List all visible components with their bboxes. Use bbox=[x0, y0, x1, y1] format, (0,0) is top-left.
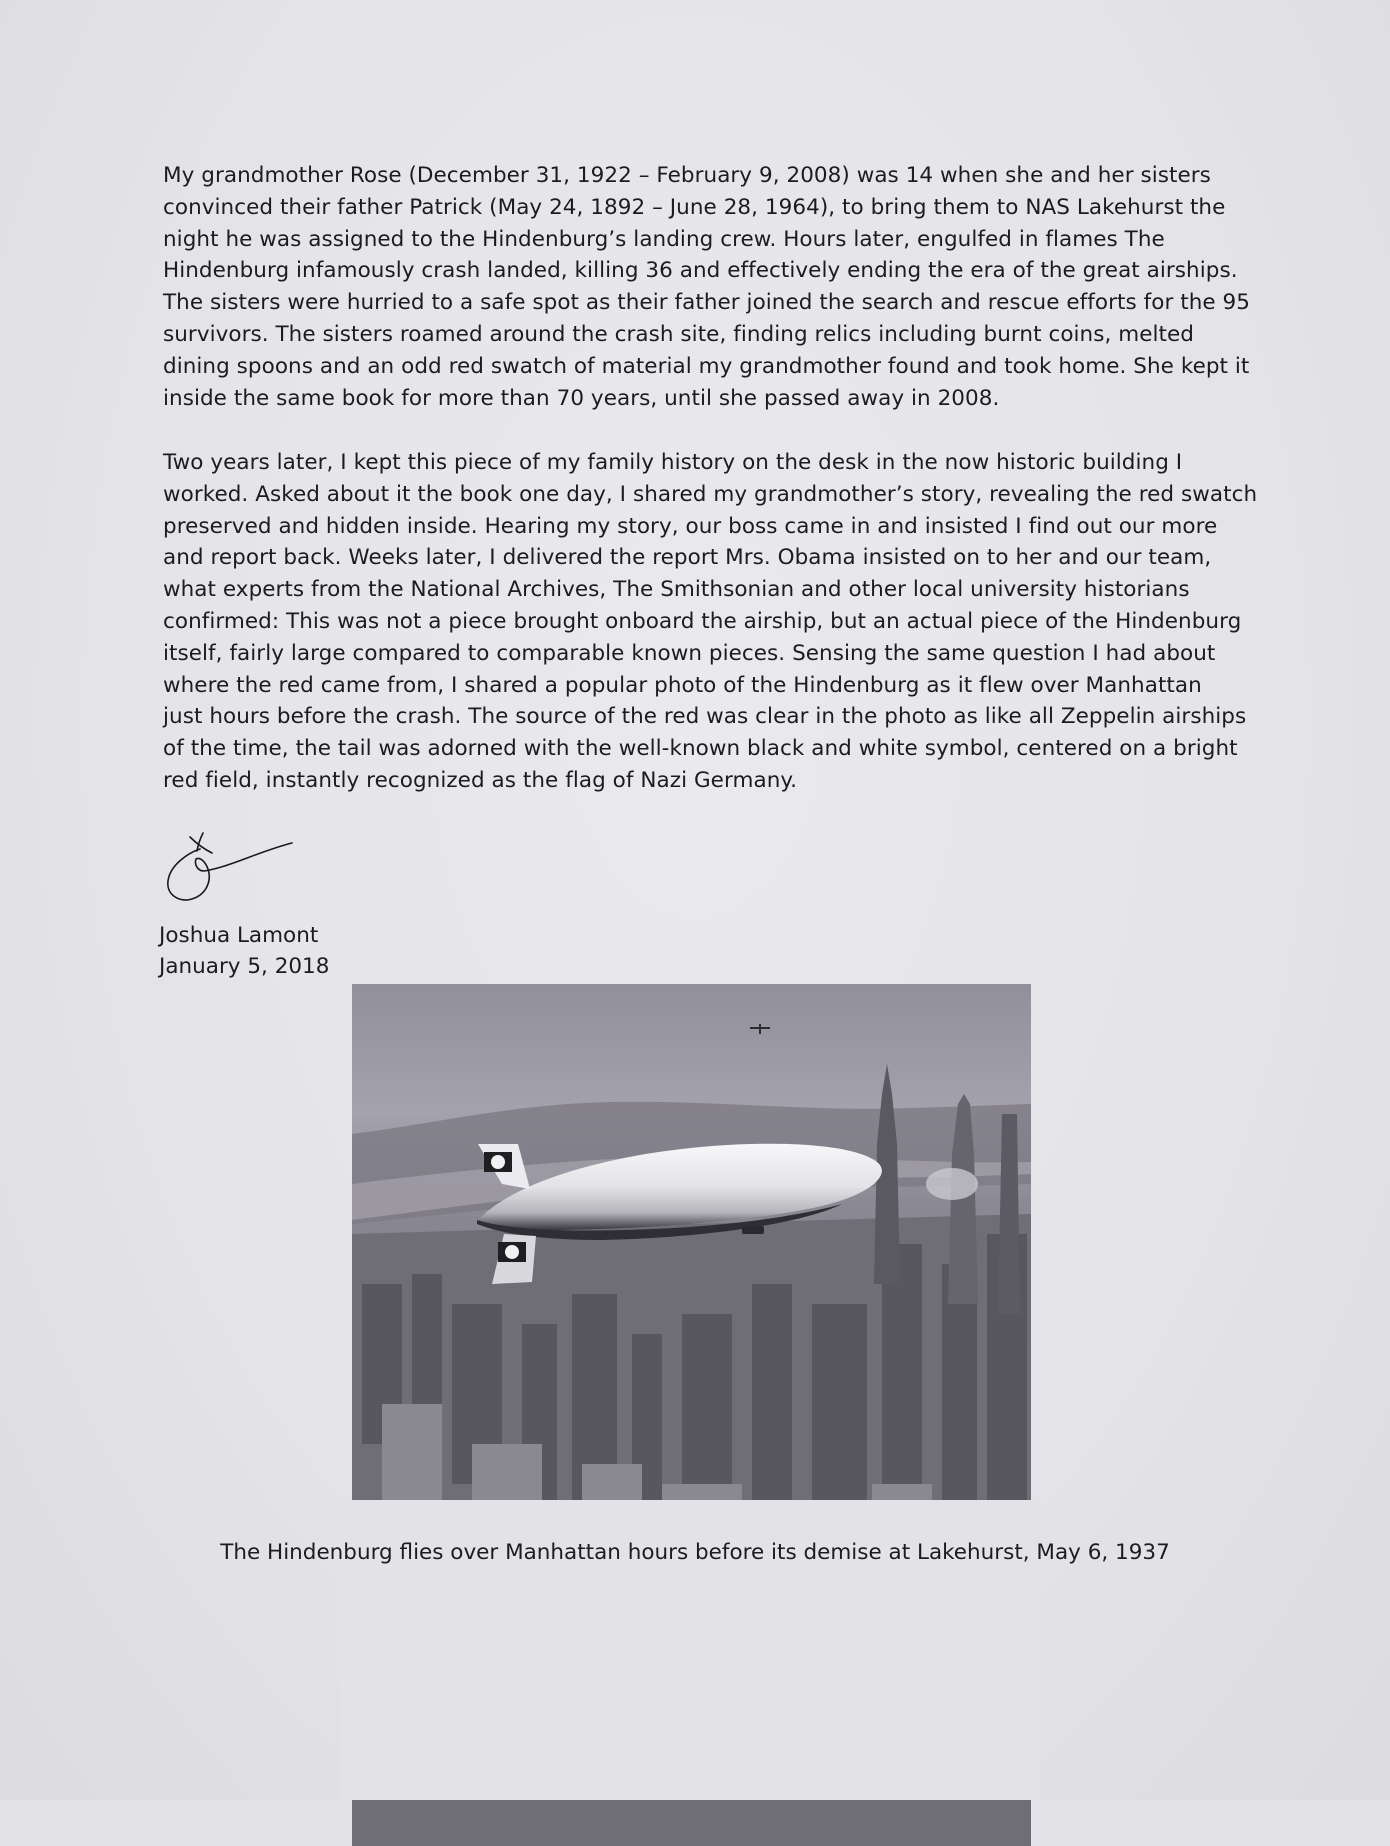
signature-date: January 5, 2018 bbox=[159, 954, 330, 979]
handwritten-signature bbox=[160, 825, 300, 905]
paragraph-line: night he was assigned to the Hindenburg’s landing crew. Hours later, engulfed in flames The bbox=[163, 226, 1165, 252]
paragraph-line: itself, fairly large compared to comparable known pieces. Sensing the same question I had about bbox=[163, 640, 1216, 666]
paragraph-line: what experts from the National Archives, The Smithsonian and other local university historians bbox=[163, 577, 1190, 603]
paragraph-line: just hours before the crash. The source of the red was clear in the photo as like all Zeppelin airships bbox=[163, 704, 1247, 730]
paragraph-line: of the time, the tail was adorned with the well-known black and white symbol, centered on a bright bbox=[163, 736, 1238, 762]
photo-caption: The Hindenburg flies over Manhattan hours before its demise at Lakehurst, May 6, 1937 bbox=[220, 1540, 1170, 1565]
paragraph-line: red field, instantly recognized as the flag of Nazi Germany. bbox=[163, 767, 797, 793]
paragraph-line: dining spoons and an odd red swatch of material my grandmother found and took home. She kept it bbox=[163, 353, 1250, 379]
paragraph-line: convinced their father Patrick (May 24, 1892 – June 28, 1964), to bring them to NAS Lakehurst the bbox=[163, 194, 1226, 220]
paragraph-line: Hindenburg infamously crash landed, killing 36 and effectively ending the era of the great airships. bbox=[163, 258, 1238, 284]
paragraph-line: The sisters were hurried to a safe spot as their father joined the search and rescue efforts for the 95 bbox=[163, 290, 1250, 316]
paragraph-line: worked. Asked about it the book one day, I shared my grandmother’s story, revealing the red swatch bbox=[163, 481, 1258, 507]
paragraph-line: survivors. The sisters roamed around the crash site, finding relics including burnt coins, melted bbox=[163, 321, 1194, 347]
signature-name: Joshua Lamont bbox=[159, 923, 319, 948]
paragraph-line: inside the same book for more than 70 years, until she passed away in 2008. bbox=[163, 385, 1000, 411]
paragraph-line: and report back. Weeks later, I delivered the report Mrs. Obama insisted on to her and our team, bbox=[163, 545, 1212, 571]
paragraph-line: My grandmother Rose (December 31, 1922 – February 9, 2008) was 14 when she and her sisters bbox=[163, 163, 1211, 188]
paragraph-2 bbox=[163, 447, 1258, 797]
paragraph-line: preserved and hidden inside. Hearing my story, our boss came in and insisted I find out our more bbox=[163, 513, 1218, 539]
paragraph-line: where the red came from, I shared a popular photo of the Hindenburg as it flew over Manhattan bbox=[163, 672, 1202, 698]
paragraph-line: Two years later, I kept this piece of my family history on the desk in the now historic building I bbox=[163, 450, 1183, 475]
paragraph-line: confirmed: This was not a piece brought onboard the airship, but an actual piece of the Hindenburg bbox=[163, 608, 1242, 634]
paragraph-1 bbox=[163, 160, 1250, 414]
